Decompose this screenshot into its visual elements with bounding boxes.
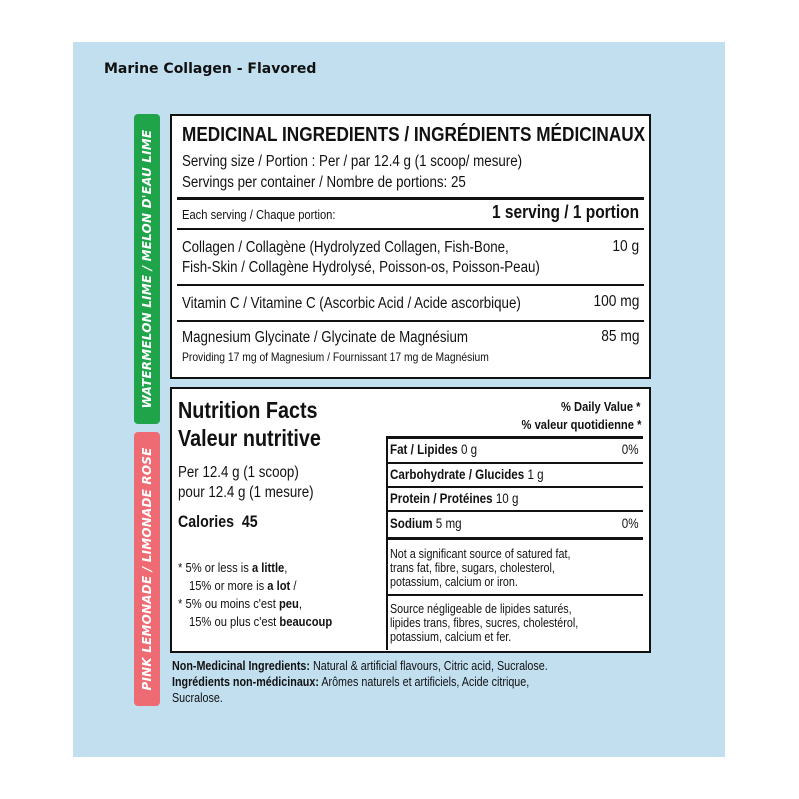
divider	[388, 436, 643, 439]
per-serving-en: Per 12.4 g (1 scoop)	[178, 464, 299, 481]
divider	[177, 228, 644, 230]
flavor-tab-watermelon-lime	[134, 114, 160, 424]
flavor-tab-pink-lemonade	[134, 432, 160, 706]
flavor-label-watermelon-lime: WATERMELON LIME / MELON D'EAU LIME	[140, 129, 154, 409]
footnote-star: *	[178, 596, 183, 611]
medicinal-ingredients-box	[170, 114, 651, 379]
calories-value: 45	[241, 513, 258, 531]
divider	[388, 486, 643, 488]
ingredient-vitamin-c: Vitamin C / Vitamine C (Ascorbic Acid / Acide ascorbique)	[182, 295, 521, 312]
divider	[388, 537, 643, 540]
nutrition-title-fr: Valeur nutritive	[178, 425, 321, 451]
serving-size: Serving size / Portion : Per / par 12.4 g (1 scoop/ mesure)	[182, 153, 523, 170]
non-medicinal-en: Non-Medicinal Ingredients: Natural & artificial flavours, Citric acid, Sucralose.	[172, 659, 548, 673]
divider	[388, 594, 643, 596]
nutrient-fat-pct: 0%	[622, 442, 639, 457]
not-significant-en-2: trans fat, fibre, sugars, cholesterol,	[390, 561, 555, 575]
dv-note-fr-2: 15% ou plus c'est beaucoup	[189, 614, 333, 629]
servings-per-container: Servings per container / Nombre de portions: 25	[182, 174, 466, 191]
ingredient-magnesium: Magnesium Glycinate / Glycinate de Magnésium	[182, 329, 468, 346]
flavor-label-pink-lemonade: PINK LEMONADE / LIMONADE ROSE	[140, 447, 154, 691]
dv-note-en-2: 15% or more is a lot /	[189, 578, 297, 593]
calories-label: Calories	[178, 513, 235, 531]
ingredient-collagen-amount: 10 g	[612, 238, 639, 255]
each-serving-label: Each serving / Chaque portion:	[182, 207, 336, 222]
not-significant-en-1: Not a significant source of satured fat,	[390, 547, 571, 561]
non-medicinal-fr-2: Sucralose.	[172, 691, 223, 705]
divider	[388, 462, 643, 464]
nutrient-row-protein: Protein / Protéines 10 g	[390, 491, 519, 506]
ingredient-collagen-line2: Fish-Skin / Collagène Hydrolysé, Poisson-os, Poisson-Peau)	[182, 259, 540, 276]
divider	[177, 197, 644, 200]
divider	[177, 284, 644, 286]
nutrition-divider-vertical	[386, 436, 388, 650]
per-serving-fr: pour 12.4 g (1 mesure)	[178, 484, 314, 501]
daily-value-header-en: % Daily Value *	[561, 399, 641, 414]
footnote-star: *	[178, 560, 183, 575]
nutrient-sodium-pct: 0%	[622, 516, 639, 531]
medicinal-title: MEDICINAL INGREDIENTS / INGRÉDIENTS MÉDICINAUX	[182, 124, 646, 146]
each-serving-value: 1 serving / 1 portion	[491, 202, 639, 222]
nutrient-row-sodium: Sodium 5 mg	[390, 516, 462, 531]
product-title: Marine Collagen - Flavored	[104, 61, 317, 77]
nutrition-facts-box	[170, 387, 651, 653]
dv-note-fr-1: * 5% ou moins c'est peu,	[178, 596, 302, 611]
calories	[178, 513, 258, 532]
divider	[177, 320, 644, 322]
not-significant-fr-1: Source négligeable de lipides saturés,	[390, 602, 572, 616]
ingredient-magnesium-amount: 85 mg	[600, 328, 639, 345]
ingredient-vitamin-c-amount: 100 mg	[593, 293, 639, 310]
daily-value-header-fr: % valeur quotidienne *	[521, 417, 641, 432]
not-significant-fr-3: potassium, calcium et fer.	[390, 630, 512, 644]
nutrient-row-fat: Fat / Lipides 0 g	[390, 442, 478, 457]
nutrition-title-en: Nutrition Facts	[178, 397, 318, 423]
non-medicinal-ingredients	[172, 658, 585, 706]
dv-note-en-1: * 5% or less is a little,	[178, 560, 288, 575]
divider	[388, 510, 643, 512]
ingredient-magnesium-sub: Providing 17 mg of Magnesium / Fournissant 17 mg de Magnésium	[182, 350, 489, 364]
nutrient-row-carbohydrate: Carbohydrate / Glucides 1 g	[390, 467, 544, 482]
non-medicinal-fr: Ingrédients non-médicinaux: Arômes naturels et artificiels, Acide citrique,	[172, 675, 530, 689]
not-significant-en-3: potassium, calcium or iron.	[390, 575, 518, 589]
ingredient-collagen-line1: Collagen / Collagène (Hydrolyzed Collagen, Fish-Bone,	[182, 239, 509, 256]
not-significant-fr-2: lipides trans, fibres, sucres, cholestérol,	[390, 616, 579, 630]
